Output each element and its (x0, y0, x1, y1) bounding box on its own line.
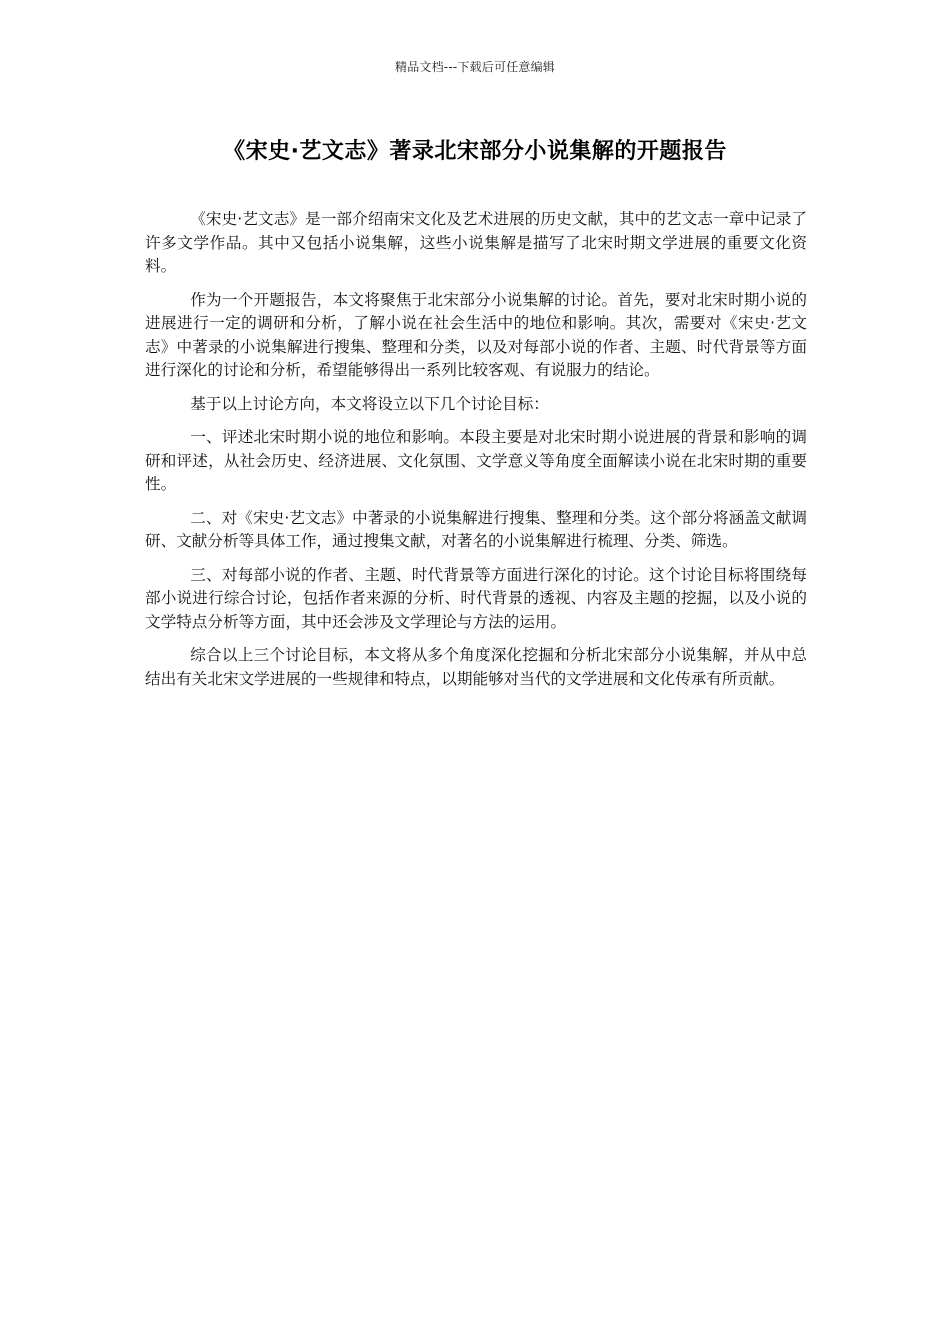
paragraph-goal-2: 二、对《宋史·艺文志》中著录的小说集解进行搜集、整理和分类。这个部分将涵盖文献调研、文献分析等具体工作，通过搜集文献，对著名的小说集解进行梳理、分类、筛选。 (145, 508, 807, 550)
document-title: 《宋史·艺文志》著录北宋部分小说集解的开题报告 (223, 139, 727, 164)
paragraph-focus: 作为一个开题报告，本文将聚焦于北宋部分小说集解的讨论。首先，要对北宋时期小说的进展进行一定的调研和分析，了解小说在社会生活中的地位和影响。其次，需要对《宋史·艺文志》中著录的小说集解进行搜集、整理和分类，以及对每部小说的作者、主题、时代背景等方面进行深化的讨论和分析，希望能够得出一系列比较客观、有说服力的结论。 (145, 290, 807, 379)
paragraph-goals-intro: 基于以上讨论方向，本文将设立以下几个讨论目标： (190, 394, 549, 413)
paragraph-goal-1: 一、评述北宋时期小说的地位和影响。本段主要是对北宋时期小说进展的背景和影响的调研和评述，从社会历史、经济进展、文化氛围、文学意义等角度全面解读小说在北宋时期的重要性。 (145, 428, 807, 493)
paragraph-goal-3: 三、对每部小说的作者、主题、时代背景等方面进行深化的讨论。这个讨论目标将围绕每部小说进行综合讨论，包括作者来源的分析、时代背景的透视、内容及主题的挖掘，以及小说的文学特点分析等方面，其中还会涉及文学理论与方法的运用。 (145, 565, 807, 631)
document-body (145, 208, 807, 701)
page-header: 精品文档---下载后可任意编辑 (395, 60, 555, 74)
paragraph-conclusion: 综合以上三个讨论目标，本文将从多个角度深化挖掘和分析北宋部分小说集解，并从中总结出有关北宋文学进展的一些规律和特点，以期能够对当代的文学进展和文化传承有所贡献。 (145, 646, 807, 688)
paragraph-intro: 《宋史·艺文志》是一部介绍南宋文化及艺术进展的历史文献，其中的艺文志一章中记录了许多文学作品。其中又包括小说集解，这些小说集解是描写了北宋时期文学进展的重要文化资料。 (145, 210, 807, 275)
